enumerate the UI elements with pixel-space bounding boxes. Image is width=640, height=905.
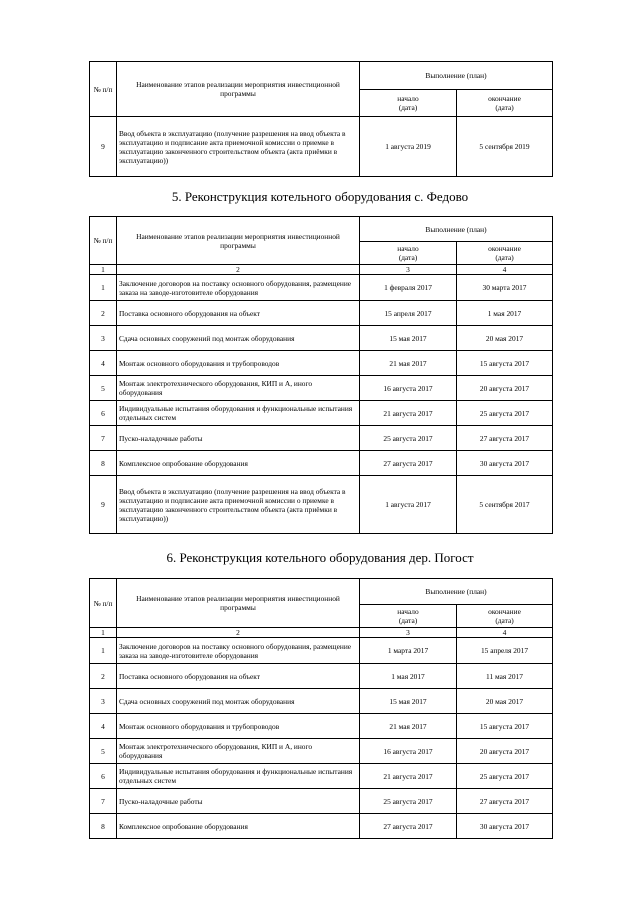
row-end-date: 20 мая 2017: [457, 326, 553, 351]
header-stage-name: Наименование этапов реализации мероприятия инвестиционной программы: [117, 217, 360, 265]
column-number: 4: [457, 628, 553, 638]
row-stage-name: Сдача основных сооружений под монтаж оборудования: [117, 689, 360, 714]
row-end-date: 30 августа 2017: [457, 814, 553, 839]
row-start-date: 21 мая 2017: [360, 714, 457, 739]
row-end-date: 11 мая 2017: [457, 664, 553, 689]
row-end-date: 25 августа 2017: [457, 401, 553, 426]
row-start-date: 27 августа 2017: [360, 451, 457, 476]
column-number: 4: [457, 265, 553, 275]
row-num: 1: [90, 638, 117, 664]
header-end-date: окончание (дата): [457, 242, 553, 265]
schedule-table-section6: [89, 578, 553, 839]
header-start-date: начало (дата): [360, 90, 457, 117]
row-num: 3: [90, 326, 117, 351]
row-stage-name: Индивидуальные испытания оборудования и функциональные испытания отдельных систем: [117, 401, 360, 426]
row-stage-name: Ввод объекта в эксплуатацию (получение разрешения на ввод объекта в эксплуатацию и подписание акта приемочной комиссии о приемке в эксплуатацию законченного строительством объекта (акта приёмки в эксплуатацию)): [117, 117, 360, 177]
table-row: [90, 739, 553, 764]
row-num: 4: [90, 351, 117, 376]
header-num: № п/п: [90, 217, 117, 265]
row-stage-name: Пуско-наладочные работы: [117, 789, 360, 814]
table-row: [90, 376, 553, 401]
row-num: 5: [90, 376, 117, 401]
row-num: 7: [90, 789, 117, 814]
row-end-date: 15 августа 2017: [457, 351, 553, 376]
table-row: [90, 714, 553, 739]
header-end-date: окончание (дата): [457, 90, 553, 117]
row-start-date: 21 августа 2017: [360, 401, 457, 426]
table-row: [90, 764, 553, 789]
row-num: 1: [90, 275, 117, 301]
row-num: 6: [90, 401, 117, 426]
table-row: [90, 689, 553, 714]
table-row: [90, 401, 553, 426]
row-end-date: 30 марта 2017: [457, 275, 553, 301]
row-end-date: 20 августа 2017: [457, 376, 553, 401]
column-number-row: [90, 628, 553, 638]
row-stage-name: Монтаж основного оборудования и трубопроводов: [117, 351, 360, 376]
row-end-date: 15 августа 2017: [457, 714, 553, 739]
row-num: 5: [90, 739, 117, 764]
table-row: [90, 664, 553, 689]
header-execution-plan: Выполнение (план): [360, 217, 553, 242]
column-number: 1: [90, 628, 117, 638]
row-num: 2: [90, 301, 117, 326]
row-stage-name: Индивидуальные испытания оборудования и функциональные испытания отдельных систем: [117, 764, 360, 789]
header-start-date: начало (дата): [360, 242, 457, 265]
row-stage-name: Ввод объекта в эксплуатацию (получение разрешения на ввод объекта в эксплуатацию и подписание акта приемочной комиссии о приемке в эксплуатацию законченного строительством объекта (акта приёмки в эксплуатацию)): [117, 476, 360, 534]
row-start-date: 1 марта 2017: [360, 638, 457, 664]
row-start-date: 25 августа 2017: [360, 789, 457, 814]
column-number: 1: [90, 265, 117, 275]
table-row: [90, 426, 553, 451]
row-stage-name: Комплексное опробование оборудования: [117, 451, 360, 476]
table-row: [90, 117, 553, 177]
schedule-table-section4-continued: [89, 61, 553, 177]
row-stage-name: Монтаж электротехнического оборудования, КИП и А, иного оборудования: [117, 376, 360, 401]
row-start-date: 21 августа 2017: [360, 764, 457, 789]
row-end-date: 5 сентября 2019: [457, 117, 553, 177]
header-execution-plan: Выполнение (план): [360, 62, 553, 90]
row-end-date: 5 сентября 2017: [457, 476, 553, 534]
row-start-date: 27 августа 2017: [360, 814, 457, 839]
row-num: 6: [90, 764, 117, 789]
column-number-row: [90, 265, 553, 275]
table-row: [90, 638, 553, 664]
table-row: [90, 301, 553, 326]
column-number: 3: [360, 265, 457, 275]
column-number: 2: [117, 265, 360, 275]
row-start-date: 1 февраля 2017: [360, 275, 457, 301]
row-num: 8: [90, 814, 117, 839]
row-stage-name: Заключение договоров на поставку основного оборудования, размещение заказа на заводе-изготовителе оборудования: [117, 275, 360, 301]
table-row: [90, 351, 553, 376]
row-stage-name: Комплексное опробование оборудования: [117, 814, 360, 839]
row-stage-name: Пуско-наладочные работы: [117, 426, 360, 451]
row-end-date: 15 апреля 2017: [457, 638, 553, 664]
row-end-date: 30 августа 2017: [457, 451, 553, 476]
row-num: 8: [90, 451, 117, 476]
table-row: [90, 275, 553, 301]
row-stage-name: Сдача основных сооружений под монтаж оборудования: [117, 326, 360, 351]
header-num: № п/п: [90, 62, 117, 117]
row-start-date: 15 апреля 2017: [360, 301, 457, 326]
header-stage-name: Наименование этапов реализации мероприятия инвестиционной программы: [117, 62, 360, 117]
table-row: [90, 476, 553, 534]
row-start-date: 21 мая 2017: [360, 351, 457, 376]
row-end-date: 27 августа 2017: [457, 426, 553, 451]
row-num: 3: [90, 689, 117, 714]
row-start-date: 16 августа 2017: [360, 739, 457, 764]
row-stage-name: Поставка основного оборудования на объект: [117, 664, 360, 689]
row-end-date: 20 августа 2017: [457, 739, 553, 764]
row-stage-name: Монтаж основного оборудования и трубопроводов: [117, 714, 360, 739]
table-row: [90, 814, 553, 839]
header-execution-plan: Выполнение (план): [360, 579, 553, 605]
row-num: 2: [90, 664, 117, 689]
row-end-date: 20 мая 2017: [457, 689, 553, 714]
row-num: 9: [90, 117, 117, 177]
header-end-date: окончание (дата): [457, 605, 553, 628]
schedule-table-section5: [89, 216, 553, 534]
header-num: № п/п: [90, 579, 117, 628]
row-num: 7: [90, 426, 117, 451]
section-5-title: 5. Реконструкция котельного оборудования с. Федово: [171, 189, 469, 204]
row-num: 4: [90, 714, 117, 739]
table-row: [90, 326, 553, 351]
column-number: 2: [117, 628, 360, 638]
row-num: 9: [90, 476, 117, 534]
section-6-title: 6. Реконструкция котельного оборудования дер. Погост: [166, 550, 474, 565]
table-row: [90, 789, 553, 814]
row-start-date: 1 августа 2017: [360, 476, 457, 534]
row-start-date: 15 мая 2017: [360, 326, 457, 351]
row-start-date: 16 августа 2017: [360, 376, 457, 401]
row-start-date: 25 августа 2017: [360, 426, 457, 451]
row-start-date: 15 мая 2017: [360, 689, 457, 714]
row-stage-name: Монтаж электротехнического оборудования, КИП и А, иного оборудования: [117, 739, 360, 764]
header-stage-name: Наименование этапов реализации мероприятия инвестиционной программы: [117, 579, 360, 628]
row-end-date: 25 августа 2017: [457, 764, 553, 789]
table-row: [90, 451, 553, 476]
column-number: 3: [360, 628, 457, 638]
row-start-date: 1 августа 2019: [360, 117, 457, 177]
header-start-date: начало (дата): [360, 605, 457, 628]
row-start-date: 1 мая 2017: [360, 664, 457, 689]
row-stage-name: Поставка основного оборудования на объект: [117, 301, 360, 326]
row-stage-name: Заключение договоров на поставку основного оборудования, размещение заказа на заводе-изготовителе оборудования: [117, 638, 360, 664]
row-end-date: 27 августа 2017: [457, 789, 553, 814]
row-end-date: 1 мая 2017: [457, 301, 553, 326]
